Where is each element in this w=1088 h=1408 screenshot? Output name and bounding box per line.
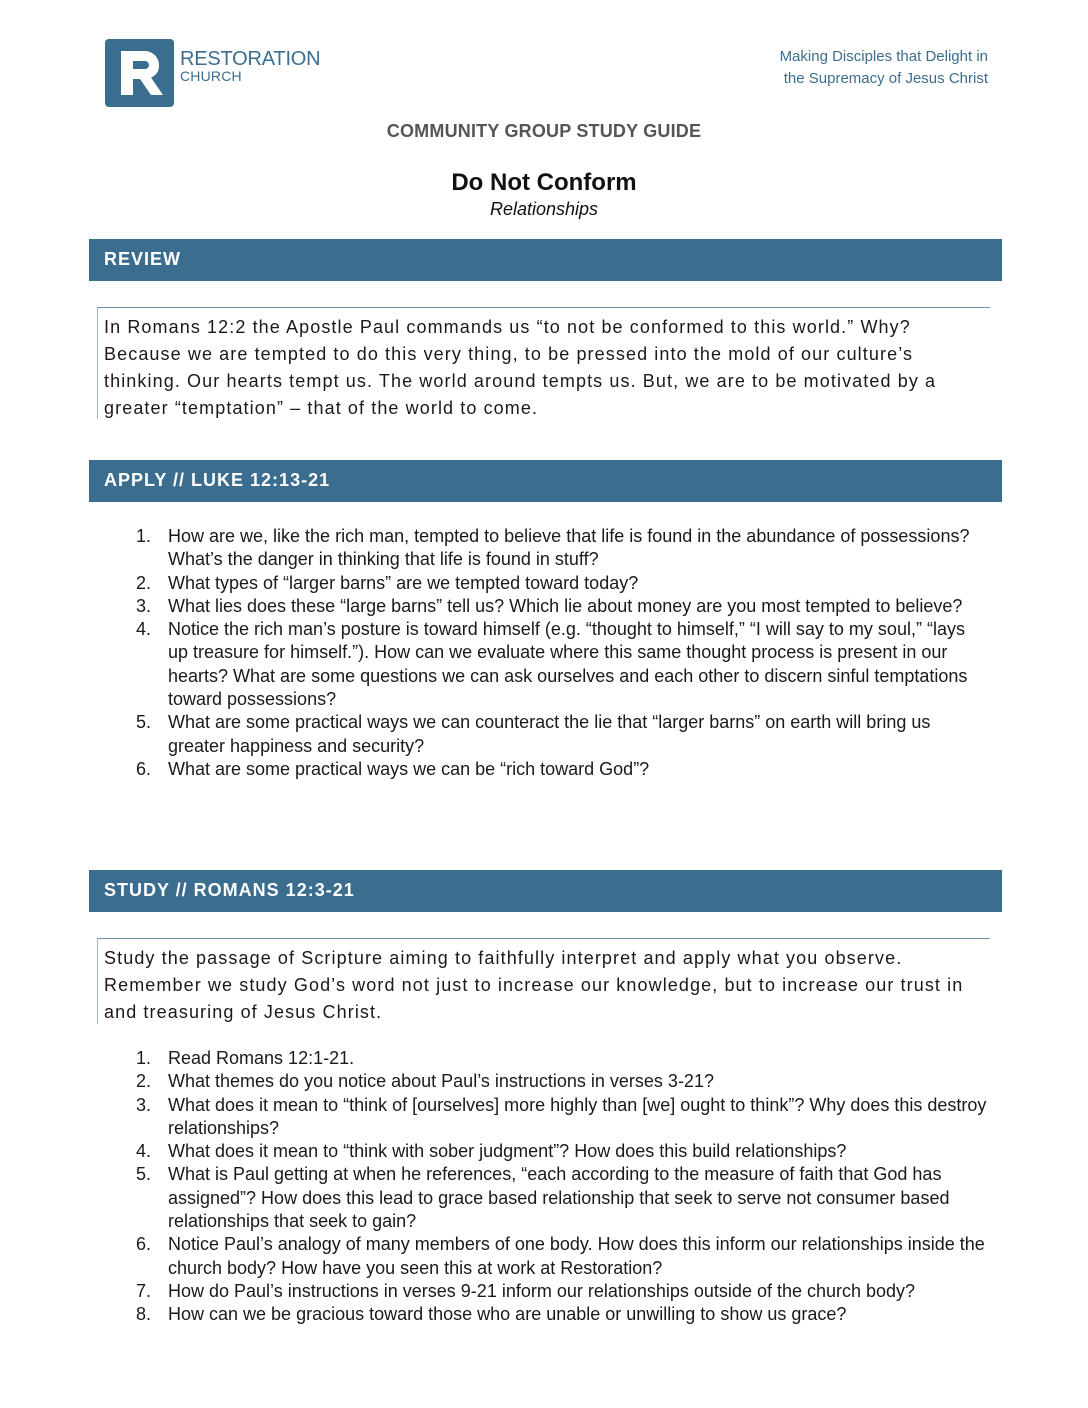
question-number: 6. (136, 1234, 152, 1255)
question-text: Notice the rich man’s posture is toward himself (e.g. “thought to himself,” “I will say to my soul,” “lays up treasure for himself.”). How can we evaluate where this same thought process is present in our hearts? What are some questions we can ask ourselves and each other to discern sinful temptations toward possessions? (168, 619, 968, 710)
question-item (129, 1070, 989, 1093)
study-section-heading: STUDY // ROMANS 12:3-21 (89, 870, 1002, 912)
question-text: Notice Paul’s analogy of many members of one body. How does this inform our relationships inside the church body? How have you seen this at work at Restoration? (168, 1234, 985, 1278)
question-item (129, 1163, 989, 1233)
question-item (129, 711, 989, 758)
logo-subname: CHURCH (180, 68, 242, 84)
document-title: Do Not Conform (451, 169, 637, 196)
study-callout: Study the passage of Scripture aiming to faithfully interpret and apply what you observe. Remember we study God’s word not just to increase our knowledge, but to increase our trust in and treasuring of Jesus Christ. (97, 938, 990, 1024)
question-number: 4. (136, 1141, 152, 1162)
question-item (129, 572, 989, 595)
question-text: How can we be gracious toward those who are unable or unwilling to show us grace? (168, 1304, 847, 1325)
question-number: 2. (136, 572, 152, 593)
question-number: 3. (136, 1094, 152, 1115)
question-text: What lies does these “large barns” tell us? Which lie about money are you most tempted to believe? (168, 595, 963, 616)
question-item (129, 618, 989, 711)
question-item (129, 1047, 989, 1070)
logo-wordmark (180, 48, 320, 82)
question-number: 3. (136, 595, 152, 616)
question-text: What types of “larger barns” are we tempted toward today? (168, 572, 639, 593)
question-item (129, 1233, 989, 1280)
question-number: 8. (136, 1304, 152, 1325)
question-number: 1. (136, 526, 152, 546)
document-subtitle: Relationships (489, 199, 599, 219)
question-text: How are we, like the rich man, tempted to believe that life is found in the abundance of possessions? What’s the danger in thinking that life is found in stuff? (168, 526, 970, 570)
question-item (129, 595, 989, 618)
question-text: Read Romans 12:1-21. (168, 1048, 355, 1068)
question-text: What are some practical ways we can counteract the lie that “larger barns” on earth will bring us greater happiness and security? (168, 712, 931, 756)
question-item (129, 1280, 989, 1303)
question-item (129, 1303, 989, 1326)
tagline-line-1: Making Disciples that Delight in (779, 48, 988, 65)
question-text: What themes do you notice about Paul’s instructions in verses 3-21? (168, 1071, 714, 1092)
question-number: 5. (136, 712, 152, 733)
r-monogram-icon (105, 39, 174, 107)
question-number: 4. (136, 619, 152, 640)
question-text: What does it mean to “think with sober judgment”? How does this build relationships? (168, 1141, 847, 1162)
tagline-line-2: the Supremacy of Jesus Christ (783, 70, 988, 87)
question-item (129, 758, 989, 781)
question-number: 5. (136, 1164, 152, 1185)
question-item (129, 525, 989, 572)
question-number: 1. (136, 1048, 152, 1068)
review-callout: In Romans 12:2 the Apostle Paul commands us “to not be conformed to this world.” Why? Because we are tempted to do this very thing, to be pressed into the mold of our culture’s thinking. Our hearts tempt us. The world around tempts us. But, we are to be motivated by a greater “temptation” – that of the world to come. (97, 307, 990, 419)
question-text: What is Paul getting at when he references, “each according to the measure of faith that God has assigned”? How does this lead to grace based relationship that seek to serve not consumer based relationships that seek to gain? (168, 1164, 950, 1232)
apply-question-list (129, 525, 989, 781)
question-text: What does it mean to “think of [ourselves] more highly than [we] ought to think”? Why does this destroy relationships? (168, 1094, 987, 1138)
apply-section-heading: APPLY // LUKE 12:13-21 (89, 460, 1002, 502)
question-text: What are some practical ways we can be “rich toward God”? (168, 758, 650, 779)
question-item (129, 1094, 989, 1141)
review-section-heading: REVIEW (89, 239, 1002, 281)
question-number: 7. (136, 1280, 152, 1301)
question-number: 6. (136, 758, 152, 779)
question-number: 2. (136, 1071, 152, 1092)
logo-name: RESTORATION (180, 48, 321, 70)
study-question-list (129, 1047, 989, 1327)
question-item (129, 1140, 989, 1163)
tagline (628, 46, 988, 90)
question-text: How do Paul’s instructions in verses 9-21 inform our relationships outside of the church body? (168, 1280, 916, 1301)
guide-title: COMMUNITY GROUP STUDY GUIDE (386, 121, 702, 141)
